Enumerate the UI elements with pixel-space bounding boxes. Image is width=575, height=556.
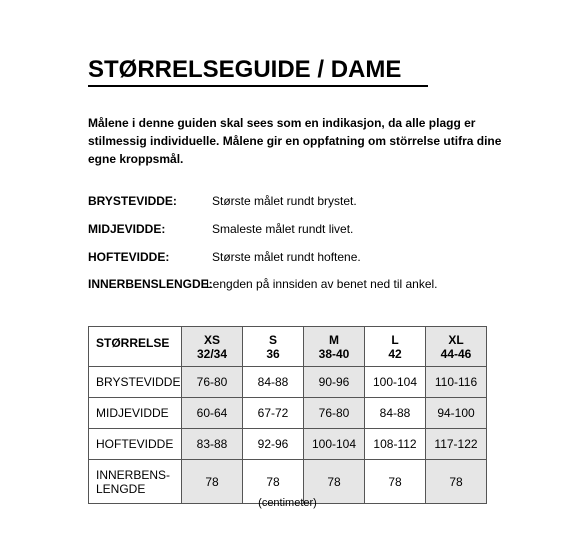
- row-label-line: INNERBENS-: [96, 467, 171, 482]
- table-row: [89, 367, 487, 398]
- table-cell: 90-96: [304, 367, 365, 398]
- table-cell: 78: [304, 460, 365, 504]
- table-cell: 83-88: [182, 429, 243, 460]
- size-label: XL: [448, 332, 464, 347]
- row-label: MIDJEVIDDE: [89, 398, 182, 429]
- table-cell: 76-80: [304, 398, 365, 429]
- title-underline: [88, 85, 428, 87]
- definition-desc: Smaleste målet rundt livet.: [212, 222, 354, 236]
- size-label: M: [329, 332, 339, 347]
- table-cell: 84-88: [243, 367, 304, 398]
- table-cell: 94-100: [426, 398, 487, 429]
- intro-paragraph: Målene i denne guiden skal sees som en indikasjon, da alle plagg er stilmessig individuelle. Målene gir en oppfatning om störrelse utifra dine egne kroppsmål.: [88, 116, 502, 166]
- table-cell: 76-80: [182, 367, 243, 398]
- row-label: HOFTEVIDDE: [89, 429, 182, 460]
- size-label: S: [268, 332, 277, 347]
- definition-desc: Største målet rundt hoftene.: [212, 250, 361, 264]
- size-number: 38-40: [318, 346, 350, 361]
- table-cell: 110-116: [426, 367, 487, 398]
- size-number: 44-46: [440, 346, 472, 361]
- table-cell: 60-64: [182, 398, 243, 429]
- size-number: 32/34: [196, 346, 228, 361]
- table-cell: 67-72: [243, 398, 304, 429]
- table-cell: 78: [426, 460, 487, 504]
- table-cell: 78: [243, 460, 304, 504]
- definition-term: HOFTEVIDDE:: [88, 250, 170, 264]
- table-row: [89, 429, 487, 460]
- definition-term: BRYSTEVIDDE:: [88, 194, 177, 208]
- definition-desc: Største målet rundt brystet.: [212, 194, 357, 208]
- size-header-xl: [426, 327, 487, 367]
- table-row: [89, 398, 487, 429]
- table-cell: 92-96: [243, 429, 304, 460]
- table-cell: 100-104: [365, 367, 426, 398]
- definition-term: INNERBENSLENGDE:: [88, 277, 213, 291]
- table-cell: 78: [365, 460, 426, 504]
- size-header-xs: [182, 327, 243, 367]
- definition-desc: Lengden på innsiden av benet ned til ankel.: [206, 277, 438, 291]
- size-table-header-row: [89, 327, 487, 367]
- size-table: [88, 326, 487, 504]
- table-cell: 117-122: [426, 429, 487, 460]
- size-number: 42: [388, 346, 402, 361]
- definition-term: MIDJEVIDDE:: [88, 222, 166, 236]
- size-header-s: [243, 327, 304, 367]
- size-table-corner: STØRRELSE: [89, 327, 182, 367]
- table-cell: 78: [182, 460, 243, 504]
- size-label: L: [391, 332, 399, 347]
- unit-note: [0, 497, 575, 509]
- size-label: XS: [203, 332, 220, 347]
- unit-note-text: (centimeter): [258, 497, 317, 509]
- table-cell: 84-88: [365, 398, 426, 429]
- row-label-line: LENGDE: [96, 481, 146, 496]
- size-header-l: [365, 327, 426, 367]
- size-number: 36: [266, 346, 280, 361]
- table-cell: 100-104: [304, 429, 365, 460]
- row-label: BRYSTEVIDDE: [89, 367, 182, 398]
- size-header-m: [304, 327, 365, 367]
- page-title: STØRRELSEGUIDE / DAME: [88, 56, 402, 83]
- table-cell: 108-112: [365, 429, 426, 460]
